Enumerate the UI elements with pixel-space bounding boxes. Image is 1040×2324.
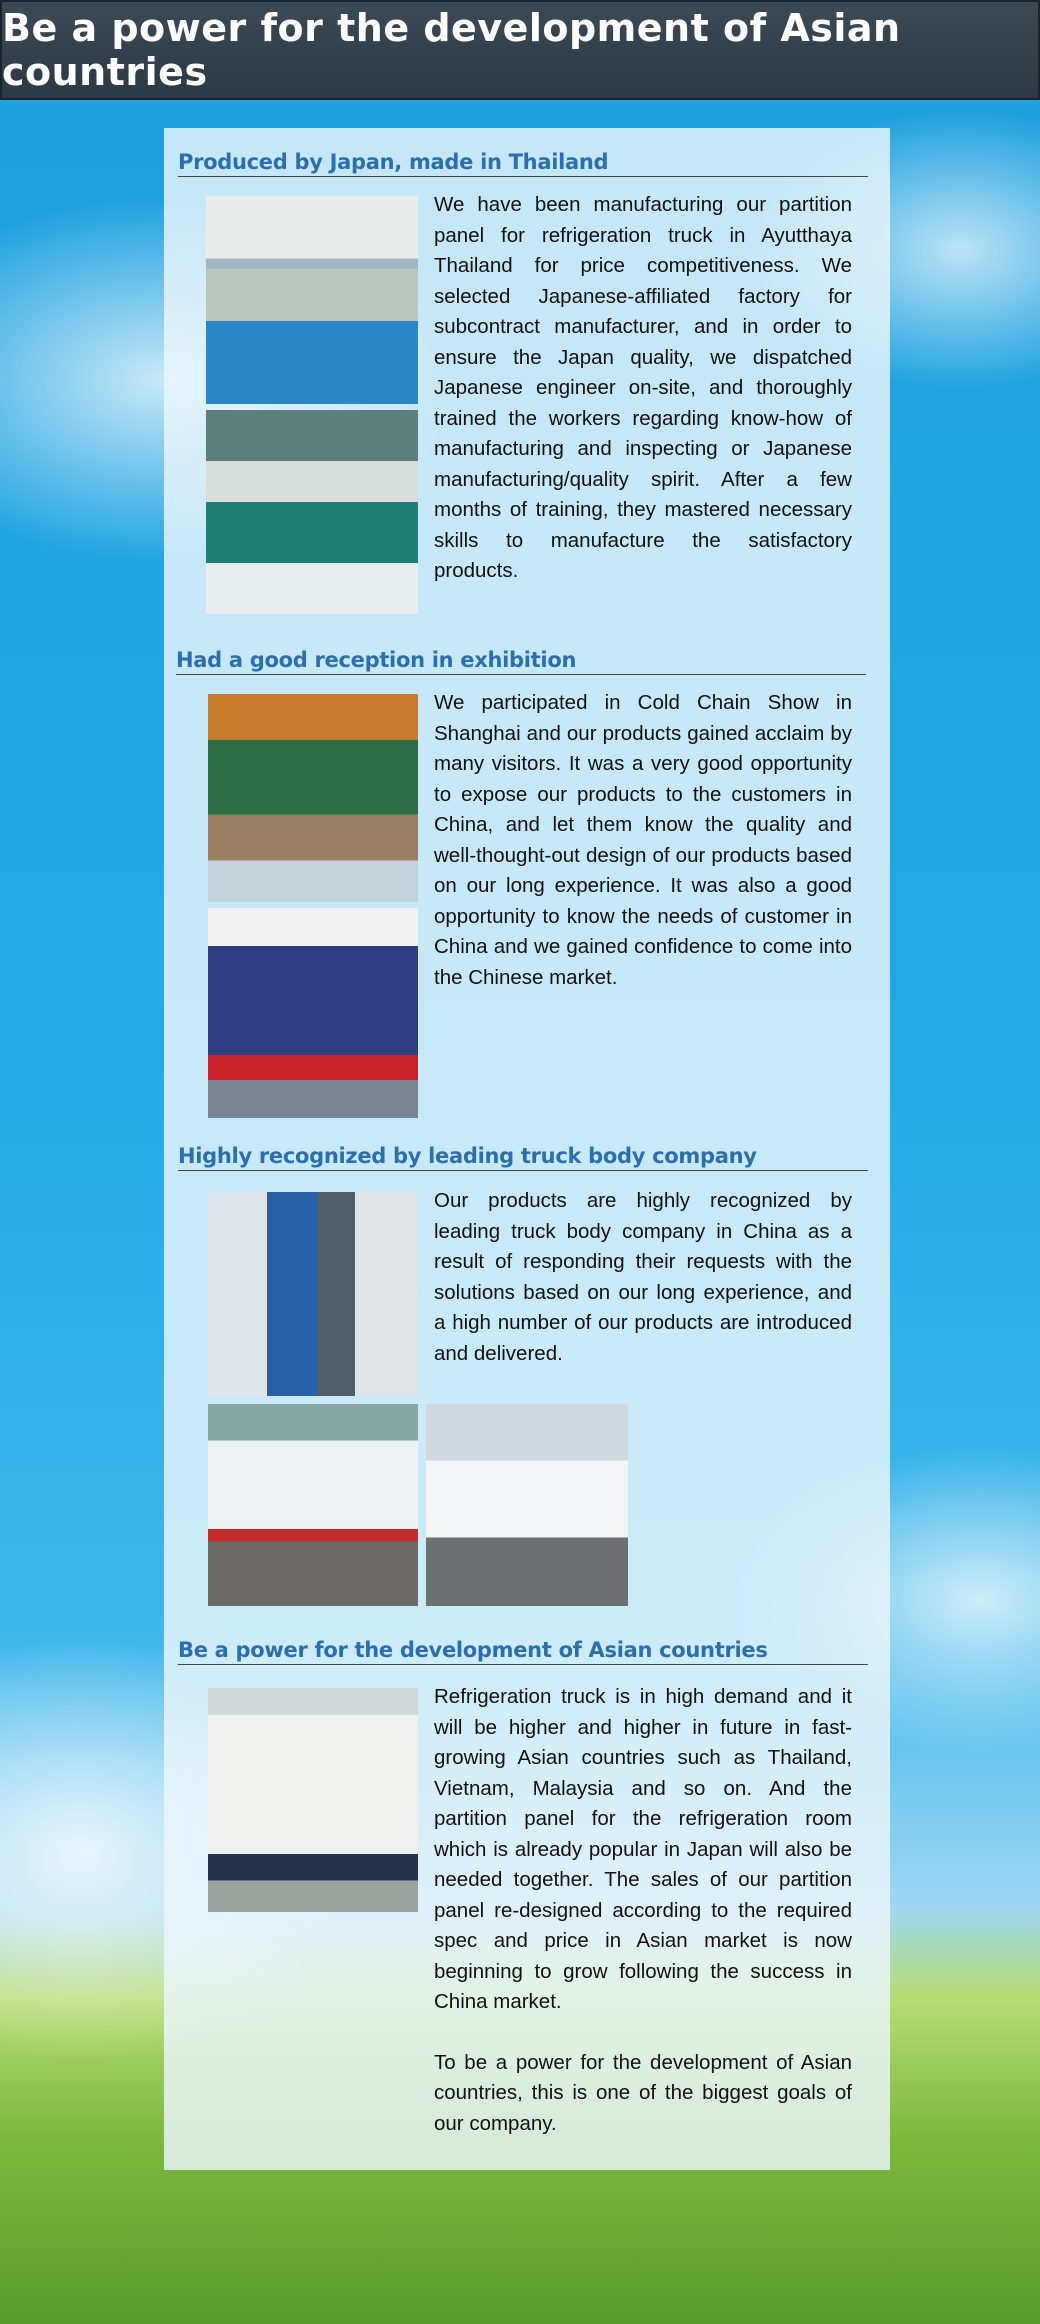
section-4-text [434,1682,852,2169]
factory-floor-photo [206,410,418,614]
section-1-text [434,190,852,617]
truck-interior-doors-photo [208,1192,418,1396]
section-title: Produced by Japan, made in Thailand [178,150,868,177]
section-truck-body-company [178,1144,868,1171]
top-banner [0,0,1040,100]
section-2-text [434,688,852,1023]
section-3-text [434,1186,852,1399]
section-title: Had a good reception in exhibition [176,648,866,675]
paragraph: We have been manufacturing our partition panel for refrigeration truck in Ayutthaya Thailand for price competitiveness. We selected Japanese-affiliated factory for subcontract manufacturer, and in order to ensure the Japan quality, we dispatched Japanese engineer on-site, and thoroughly trained the workers regarding know-how of manufacturing and inspecting or Japanese manufacturing/quality spirit. After a few months of training, they mastered necessary skills to manufacture the satisfactory products. [434,193,852,582]
truck-rear-photo [208,908,418,1118]
exhibition-pavilion-photo [208,694,418,902]
paragraph: To be a power for the development of Asian countries, this is one of the biggest goals of our company. [434,2050,852,2135]
banner-title: Be a power for the development of Asian countries [2,6,901,94]
paragraph: We participated in Cold Chain Show in Shanghai and our products gained acclaim by many visitors. It was a very good opportunity to expose our products to the customers in China, and let them know the quality and well-thought-out design of our products based on our long experience. It was also a good opportunity to know the needs of customer in China and we gained confidence to come into the Chinese market. [434,691,852,989]
section-exhibition [176,648,866,675]
section-produced-in-thailand [178,150,868,177]
paragraph: Our products are highly recognized by leading truck body company in China as a result of responding their requests with the solutions based on our long experience, and a high number of our products are introduced and delivered. [434,1189,852,1365]
section-title: Be a power for the development of Asian countries [178,1638,868,1665]
section-title: Highly recognized by leading truck body company [178,1144,868,1171]
training-meeting-photo [206,196,418,404]
refrigeration-truck-side-photo [208,1688,418,1912]
truck-fleet-photo-2 [426,1404,628,1606]
section-asian-development [178,1638,868,1665]
truck-fleet-photo-1 [208,1404,418,1606]
paragraph: Refrigeration truck is in high demand and it will be higher and higher in future in fast-growing Asian countries such as Thailand, Vietnam, Malaysia and so on. And the partition panel for the refrigeration room which is already popular in Japan will also be needed together. The sales of our partition panel re-designed according to the required spec and price in Asian market is now beginning to grow following the success in China market. [434,1685,852,2013]
content-panel [164,128,890,2170]
